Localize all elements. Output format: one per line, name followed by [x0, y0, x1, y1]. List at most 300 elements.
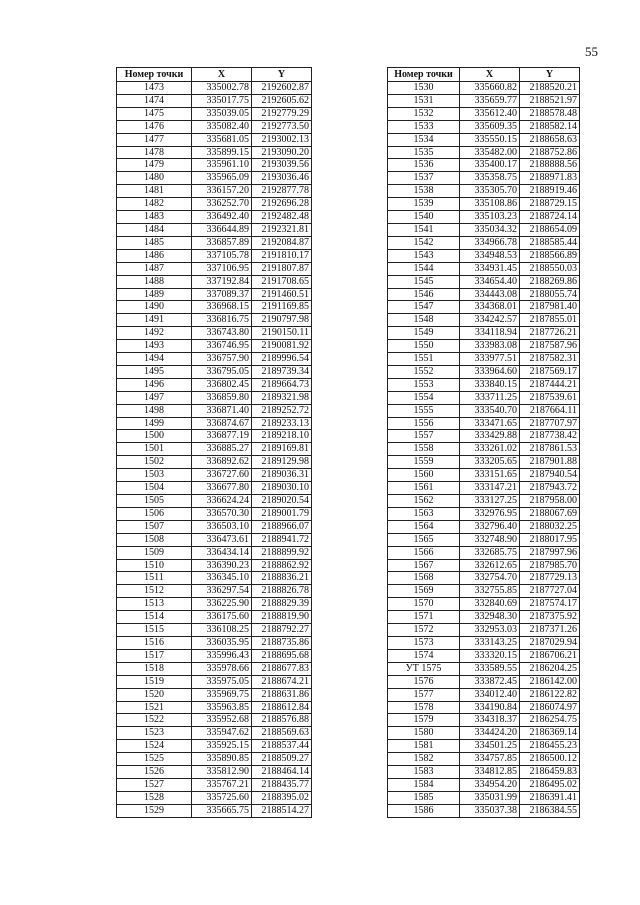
point-number-cell: 1558: [388, 443, 460, 456]
x-coordinate-cell: 336570.30: [192, 507, 252, 520]
point-number-cell: 1557: [388, 430, 460, 443]
x-coordinate-cell: 336743.80: [192, 327, 252, 340]
table-row: [117, 262, 312, 275]
x-coordinate-cell: 336108.25: [192, 624, 252, 637]
x-coordinate-cell: 332755.85: [460, 585, 520, 598]
x-coordinate-cell: 336225.90: [192, 598, 252, 611]
table-row: [388, 636, 580, 649]
x-coordinate-cell: 333540.70: [460, 404, 520, 417]
point-number-cell: 1578: [388, 701, 460, 714]
table-row: [388, 288, 580, 301]
y-coordinate-cell: 2186706.21: [520, 649, 580, 662]
x-coordinate-cell: 332953.03: [460, 624, 520, 637]
y-coordinate-cell: 2192084.87: [252, 236, 312, 249]
point-number-cell: 1567: [388, 559, 460, 572]
y-coordinate-cell: 2187726.21: [520, 327, 580, 340]
y-coordinate-cell: 2188658.63: [520, 133, 580, 146]
x-coordinate-cell: 335767.21: [192, 778, 252, 791]
x-coordinate-cell: 334931.45: [460, 262, 520, 275]
y-coordinate-cell: 2189129.98: [252, 456, 312, 469]
table-row: [117, 778, 312, 791]
x-coordinate-cell: 337192.84: [192, 275, 252, 288]
y-coordinate-cell: 2188017.95: [520, 533, 580, 546]
x-coordinate-cell: 335103.23: [460, 211, 520, 224]
x-coordinate-cell: 334654.40: [460, 275, 520, 288]
table-row: [388, 611, 580, 624]
x-coordinate-cell: 333143.25: [460, 636, 520, 649]
point-number-cell: 1538: [388, 185, 460, 198]
table-row: [117, 417, 312, 430]
table-row: [117, 740, 312, 753]
point-number-cell: 1478: [117, 146, 192, 159]
point-number-cell: 1563: [388, 507, 460, 520]
x-coordinate-cell: 335034.32: [460, 223, 520, 236]
x-coordinate-cell: 336677.80: [192, 482, 252, 495]
point-number-cell: 1582: [388, 753, 460, 766]
x-coordinate-cell: 336885.27: [192, 443, 252, 456]
y-coordinate-cell: 2192321.81: [252, 223, 312, 236]
point-number-cell: 1561: [388, 482, 460, 495]
point-number-cell: 1548: [388, 314, 460, 327]
x-coordinate-cell: 336874.67: [192, 417, 252, 430]
x-coordinate-cell: 337089.37: [192, 288, 252, 301]
y-coordinate-cell: 2193039.56: [252, 159, 312, 172]
y-coordinate-cell: 2186142.00: [520, 675, 580, 688]
table-row: [388, 275, 580, 288]
y-coordinate-cell: 2188537.44: [252, 740, 312, 753]
point-number-cell: 1530: [388, 82, 460, 95]
y-coordinate-cell: 2188735.86: [252, 636, 312, 649]
y-coordinate-cell: 2187664.11: [520, 404, 580, 417]
point-number-cell: 1501: [117, 443, 192, 456]
table-row: [388, 740, 580, 753]
point-number-cell: 1550: [388, 340, 460, 353]
y-coordinate-cell: 2187371.26: [520, 624, 580, 637]
x-coordinate-cell: 335612.40: [460, 107, 520, 120]
table-row: [388, 146, 580, 159]
table-row: [388, 507, 580, 520]
y-coordinate-cell: 2192605.62: [252, 94, 312, 107]
x-coordinate-cell: 335660.82: [460, 82, 520, 95]
x-coordinate-cell: 336968.15: [192, 301, 252, 314]
table-row: [388, 107, 580, 120]
point-number-cell: 1502: [117, 456, 192, 469]
table-row: [117, 82, 312, 95]
x-coordinate-cell: 333147.21: [460, 482, 520, 495]
table-row: [117, 391, 312, 404]
y-coordinate-cell: 2187539.61: [520, 391, 580, 404]
y-coordinate-cell: 2188792.27: [252, 624, 312, 637]
table-row: [388, 391, 580, 404]
table-row: [117, 430, 312, 443]
y-coordinate-cell: 2187861.53: [520, 443, 580, 456]
point-number-cell: 1559: [388, 456, 460, 469]
x-coordinate-cell: 336252.70: [192, 198, 252, 211]
y-coordinate-cell: 2189169.81: [252, 443, 312, 456]
y-coordinate-cell: 2186500.12: [520, 753, 580, 766]
table-row: [117, 288, 312, 301]
header-x: X: [460, 68, 520, 82]
x-coordinate-cell: 336035.95: [192, 636, 252, 649]
table-row: [388, 675, 580, 688]
y-coordinate-cell: 2188654.09: [520, 223, 580, 236]
table-row: [117, 649, 312, 662]
point-number-cell: 1473: [117, 82, 192, 95]
x-coordinate-cell: 336644.89: [192, 223, 252, 236]
table-row: [117, 107, 312, 120]
point-number-cell: 1527: [117, 778, 192, 791]
table-row: [117, 533, 312, 546]
point-number-cell: 1513: [117, 598, 192, 611]
y-coordinate-cell: 2188677.83: [252, 662, 312, 675]
header-y: Y: [252, 68, 312, 82]
y-coordinate-cell: 2188752.86: [520, 146, 580, 159]
table-row: [388, 533, 580, 546]
y-coordinate-cell: 2189036.31: [252, 469, 312, 482]
x-coordinate-cell: 336503.10: [192, 520, 252, 533]
x-coordinate-cell: 335899.15: [192, 146, 252, 159]
point-number-cell: 1499: [117, 417, 192, 430]
y-coordinate-cell: 2192773.50: [252, 120, 312, 133]
table-row: [388, 804, 580, 817]
y-coordinate-cell: 2187569.17: [520, 365, 580, 378]
y-coordinate-cell: 2187940.54: [520, 469, 580, 482]
point-number-cell: 1541: [388, 223, 460, 236]
table-row: [117, 559, 312, 572]
header-point-number: Номер точки: [117, 68, 192, 82]
point-number-cell: 1485: [117, 236, 192, 249]
y-coordinate-cell: 2190150.11: [252, 327, 312, 340]
point-number-cell: 1518: [117, 662, 192, 675]
x-coordinate-cell: 333964.60: [460, 365, 520, 378]
point-number-cell: 1480: [117, 172, 192, 185]
y-coordinate-cell: 2188829.39: [252, 598, 312, 611]
x-coordinate-cell: 332612.65: [460, 559, 520, 572]
table-row: [117, 766, 312, 779]
table-row: [388, 120, 580, 133]
x-coordinate-cell: 335890.85: [192, 753, 252, 766]
y-coordinate-cell: 2188269.86: [520, 275, 580, 288]
y-coordinate-cell: 2187997.96: [520, 546, 580, 559]
table-row: [117, 753, 312, 766]
point-number-cell: 1519: [117, 675, 192, 688]
point-number-cell: 1521: [117, 701, 192, 714]
x-coordinate-cell: 335037.38: [460, 804, 520, 817]
point-number-cell: 1549: [388, 327, 460, 340]
x-coordinate-cell: 335812.90: [192, 766, 252, 779]
table-row: [117, 714, 312, 727]
x-coordinate-cell: 334318.37: [460, 714, 520, 727]
x-coordinate-cell: 335996.43: [192, 649, 252, 662]
table-row: [117, 611, 312, 624]
x-coordinate-cell: 335659.77: [460, 94, 520, 107]
x-coordinate-cell: 333711.25: [460, 391, 520, 404]
table-row: [388, 714, 580, 727]
y-coordinate-cell: 2188569.63: [252, 727, 312, 740]
x-coordinate-cell: 336492.40: [192, 211, 252, 224]
table-row: [388, 482, 580, 495]
page-number: 55: [585, 44, 598, 59]
point-number-cell: 1552: [388, 365, 460, 378]
y-coordinate-cell: 2188032.25: [520, 520, 580, 533]
y-coordinate-cell: 2186384.55: [520, 804, 580, 817]
x-coordinate-cell: 337105.78: [192, 249, 252, 262]
table-row: [117, 120, 312, 133]
point-number-cell: 1583: [388, 766, 460, 779]
table-row: [388, 353, 580, 366]
x-coordinate-cell: 335002.78: [192, 82, 252, 95]
y-coordinate-cell: 2186369.14: [520, 727, 580, 740]
x-coordinate-cell: 334757.85: [460, 753, 520, 766]
x-coordinate-cell: 336892.62: [192, 456, 252, 469]
x-coordinate-cell: 333320.15: [460, 649, 520, 662]
table-row: [388, 598, 580, 611]
x-coordinate-cell: 335482.00: [460, 146, 520, 159]
y-coordinate-cell: 2188899.92: [252, 546, 312, 559]
y-coordinate-cell: 2186455.23: [520, 740, 580, 753]
y-coordinate-cell: 2188724.14: [520, 211, 580, 224]
y-coordinate-cell: 2188576.88: [252, 714, 312, 727]
table-row: [117, 159, 312, 172]
table-header-row: [117, 68, 312, 82]
y-coordinate-cell: 2188966.07: [252, 520, 312, 533]
table-row: [117, 507, 312, 520]
table-row: [388, 727, 580, 740]
point-number-cell: 1484: [117, 223, 192, 236]
point-number-cell: 1492: [117, 327, 192, 340]
point-number-cell: 1525: [117, 753, 192, 766]
x-coordinate-cell: 332948.30: [460, 611, 520, 624]
point-number-cell: 1566: [388, 546, 460, 559]
y-coordinate-cell: 2189739.34: [252, 365, 312, 378]
table-row: [117, 378, 312, 391]
point-number-cell: 1498: [117, 404, 192, 417]
y-coordinate-cell: 2188520.21: [520, 82, 580, 95]
point-number-cell: 1515: [117, 624, 192, 637]
point-number-cell: 1573: [388, 636, 460, 649]
x-coordinate-cell: 335978.66: [192, 662, 252, 675]
point-number-cell: 1510: [117, 559, 192, 572]
table-row: [117, 172, 312, 185]
y-coordinate-cell: 2188521.97: [520, 94, 580, 107]
x-coordinate-cell: 336746.95: [192, 340, 252, 353]
table-row: [388, 753, 580, 766]
x-coordinate-cell: 332754.70: [460, 572, 520, 585]
point-number-cell: 1531: [388, 94, 460, 107]
table-row: [117, 404, 312, 417]
point-number-cell: 1535: [388, 146, 460, 159]
table-row: [388, 443, 580, 456]
point-number-cell: 1503: [117, 469, 192, 482]
x-coordinate-cell: 336757.90: [192, 353, 252, 366]
x-coordinate-cell: 333872.45: [460, 675, 520, 688]
point-number-cell: 1483: [117, 211, 192, 224]
x-coordinate-cell: 333261.02: [460, 443, 520, 456]
y-coordinate-cell: 2193002.13: [252, 133, 312, 146]
table-row: [388, 133, 580, 146]
point-number-cell: 1544: [388, 262, 460, 275]
x-coordinate-cell: 336345.10: [192, 572, 252, 585]
y-coordinate-cell: 2187943.72: [520, 482, 580, 495]
y-coordinate-cell: 2188862.92: [252, 559, 312, 572]
point-number-cell: 1579: [388, 714, 460, 727]
x-coordinate-cell: 332685.75: [460, 546, 520, 559]
table-row: [388, 236, 580, 249]
point-number-cell: 1533: [388, 120, 460, 133]
point-number-cell: 1539: [388, 198, 460, 211]
point-number-cell: 1486: [117, 249, 192, 262]
table-header-row: [388, 68, 580, 82]
x-coordinate-cell: 335947.62: [192, 727, 252, 740]
point-number-cell: УТ 1575: [388, 662, 460, 675]
x-coordinate-cell: 336727.60: [192, 469, 252, 482]
x-coordinate-cell: 336816.75: [192, 314, 252, 327]
point-number-cell: 1514: [117, 611, 192, 624]
y-coordinate-cell: 2188582.14: [520, 120, 580, 133]
table-row: [117, 546, 312, 559]
x-coordinate-cell: 333205.65: [460, 456, 520, 469]
y-coordinate-cell: 2192696.28: [252, 198, 312, 211]
y-coordinate-cell: 2188941.72: [252, 533, 312, 546]
y-coordinate-cell: 2187738.42: [520, 430, 580, 443]
x-coordinate-cell: 336434.14: [192, 546, 252, 559]
point-number-cell: 1493: [117, 340, 192, 353]
x-coordinate-cell: 335963.85: [192, 701, 252, 714]
point-number-cell: 1512: [117, 585, 192, 598]
point-number-cell: 1477: [117, 133, 192, 146]
table-row: [388, 624, 580, 637]
y-coordinate-cell: 2186204.25: [520, 662, 580, 675]
table-row: [117, 185, 312, 198]
table-row: [388, 572, 580, 585]
point-number-cell: 1534: [388, 133, 460, 146]
table-row: [117, 520, 312, 533]
table-row: [388, 159, 580, 172]
point-number-cell: 1562: [388, 495, 460, 508]
x-coordinate-cell: 333589.55: [460, 662, 520, 675]
y-coordinate-cell: 2187587.96: [520, 340, 580, 353]
y-coordinate-cell: 2187729.13: [520, 572, 580, 585]
table-row: [388, 469, 580, 482]
x-coordinate-cell: 336877.19: [192, 430, 252, 443]
point-number-cell: 1532: [388, 107, 460, 120]
table-row: [388, 198, 580, 211]
table-row: [117, 94, 312, 107]
y-coordinate-cell: 2192602.87: [252, 82, 312, 95]
table-row: [117, 353, 312, 366]
x-coordinate-cell: 335358.75: [460, 172, 520, 185]
point-number-cell: 1576: [388, 675, 460, 688]
y-coordinate-cell: 2189996.54: [252, 353, 312, 366]
y-coordinate-cell: 2191807.87: [252, 262, 312, 275]
table-row: [388, 378, 580, 391]
y-coordinate-cell: 2189020.54: [252, 495, 312, 508]
point-number-cell: 1500: [117, 430, 192, 443]
table-row: [388, 262, 580, 275]
x-coordinate-cell: 335965.09: [192, 172, 252, 185]
x-coordinate-cell: 335975.05: [192, 675, 252, 688]
y-coordinate-cell: 2188971.83: [520, 172, 580, 185]
x-coordinate-cell: 335039.05: [192, 107, 252, 120]
y-coordinate-cell: 2191169.85: [252, 301, 312, 314]
x-coordinate-cell: 333983.08: [460, 340, 520, 353]
x-coordinate-cell: 335681.05: [192, 133, 252, 146]
y-coordinate-cell: 2188566.89: [520, 249, 580, 262]
point-number-cell: 1547: [388, 301, 460, 314]
table-row: [117, 456, 312, 469]
y-coordinate-cell: 2187981.40: [520, 301, 580, 314]
y-coordinate-cell: 2192779.29: [252, 107, 312, 120]
point-number-cell: 1580: [388, 727, 460, 740]
table-row: [117, 133, 312, 146]
y-coordinate-cell: 2188919.46: [520, 185, 580, 198]
table-row: [117, 495, 312, 508]
table-row: [117, 727, 312, 740]
table-row: [117, 585, 312, 598]
y-coordinate-cell: 2187029.94: [520, 636, 580, 649]
table-row: [117, 327, 312, 340]
table-row: [117, 146, 312, 159]
table-row: [388, 456, 580, 469]
point-number-cell: 1564: [388, 520, 460, 533]
x-coordinate-cell: 335108.86: [460, 198, 520, 211]
y-coordinate-cell: 2187375.92: [520, 611, 580, 624]
table-row: [117, 211, 312, 224]
x-coordinate-cell: 335031.99: [460, 791, 520, 804]
y-coordinate-cell: 2188836.21: [252, 572, 312, 585]
point-number-cell: 1537: [388, 172, 460, 185]
coordinates-table-right: [387, 67, 580, 818]
x-coordinate-cell: 333471.65: [460, 417, 520, 430]
x-coordinate-cell: 336297.54: [192, 585, 252, 598]
point-number-cell: 1495: [117, 365, 192, 378]
point-number-cell: 1509: [117, 546, 192, 559]
point-number-cell: 1581: [388, 740, 460, 753]
table-row: [117, 675, 312, 688]
table-row: [388, 249, 580, 262]
y-coordinate-cell: 2186391.41: [520, 791, 580, 804]
x-coordinate-cell: 336871.40: [192, 404, 252, 417]
y-coordinate-cell: 2188585.44: [520, 236, 580, 249]
y-coordinate-cell: 2189001.79: [252, 507, 312, 520]
point-number-cell: 1545: [388, 275, 460, 288]
table-row: [117, 688, 312, 701]
y-coordinate-cell: 2189218.10: [252, 430, 312, 443]
header-y: Y: [520, 68, 580, 82]
table-row: [388, 559, 580, 572]
table-row: [388, 172, 580, 185]
point-number-cell: 1568: [388, 572, 460, 585]
x-coordinate-cell: 334012.40: [460, 688, 520, 701]
table-row: [388, 649, 580, 662]
point-number-cell: 1494: [117, 353, 192, 366]
point-number-cell: 1490: [117, 301, 192, 314]
x-coordinate-cell: 335969.75: [192, 688, 252, 701]
y-coordinate-cell: 2188578.48: [520, 107, 580, 120]
table-row: [388, 223, 580, 236]
y-coordinate-cell: 2192877.78: [252, 185, 312, 198]
point-number-cell: 1523: [117, 727, 192, 740]
point-number-cell: 1517: [117, 649, 192, 662]
table-row: [388, 340, 580, 353]
table-row: [117, 443, 312, 456]
table-row: [117, 624, 312, 637]
table-row: [388, 662, 580, 675]
point-number-cell: 1586: [388, 804, 460, 817]
y-coordinate-cell: 2186254.75: [520, 714, 580, 727]
x-coordinate-cell: 333840.15: [460, 378, 520, 391]
x-coordinate-cell: 335305.70: [460, 185, 520, 198]
